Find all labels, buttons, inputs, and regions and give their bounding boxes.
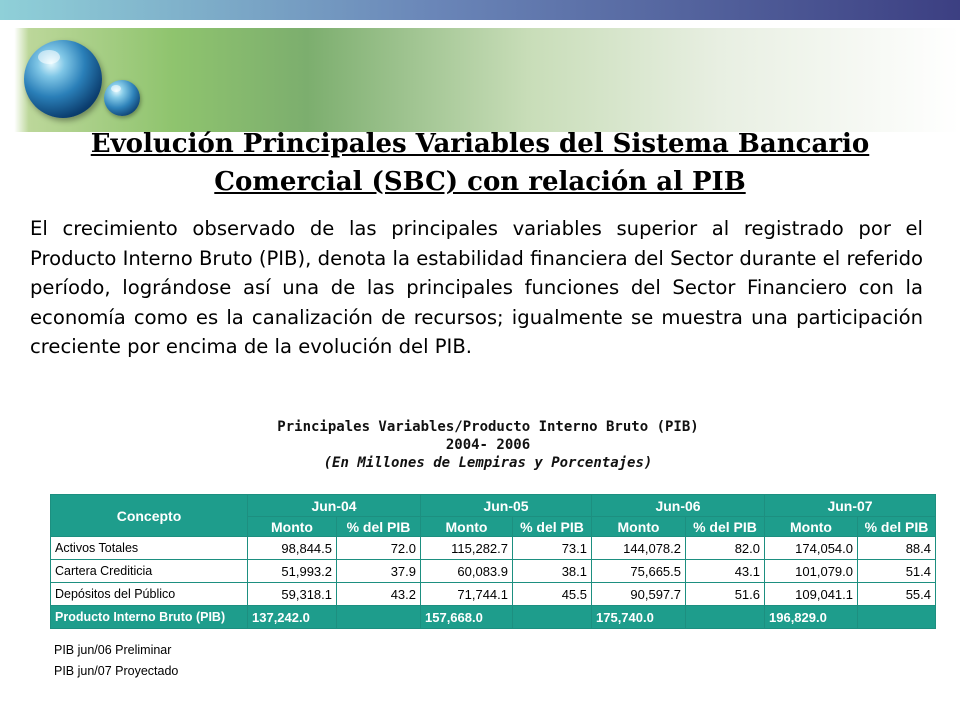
table-cell: 43.1 [686,560,765,583]
period-header: Jun-05 [421,495,592,517]
total-row-label: Producto Interno Bruto (PIB) [51,606,248,629]
row-label: Activos Totales [51,537,248,560]
table-cell: 43.2 [337,583,421,606]
table-row [51,537,936,560]
top-divider-line [0,20,960,28]
table-cell: 59,318.1 [248,583,337,606]
caption-line-3: (En Millones de Lempiras y Porcentajes) [323,455,653,471]
table-cell: 101,079.0 [765,560,858,583]
large-globe-logo-icon [24,40,102,118]
slide-title-line-2: Comercial (SBC) con relación al PIB [214,167,746,197]
table-cell: 51.6 [686,583,765,606]
top-decorative-bar [0,0,960,20]
total-blank-cell [858,606,936,629]
table-cell: 73.1 [513,537,592,560]
amount-subheader: Monto [421,517,513,537]
table-cell: 51,993.2 [248,560,337,583]
pct-subheader: % del PIB [513,517,592,537]
table-row [51,583,936,606]
table-cell: 51.4 [858,560,936,583]
total-blank-cell [686,606,765,629]
table-header-row-periods [51,495,936,517]
table-cell: 45.5 [513,583,592,606]
table-cell: 75,665.5 [592,560,686,583]
table-cell: 55.4 [858,583,936,606]
total-cell: 196,829.0 [765,606,858,629]
total-cell: 157,668.0 [421,606,513,629]
total-blank-cell [337,606,421,629]
table-cell: 115,282.7 [421,537,513,560]
table-caption [150,418,826,472]
caption-line-2: 2004- 2006 [445,437,531,453]
table-cell: 71,744.1 [421,583,513,606]
period-header: Jun-04 [248,495,421,517]
table-total-row [51,606,936,629]
period-header: Jun-07 [765,495,936,517]
body-paragraph: El crecimiento observado de las principales variables superior al registrado por el Producto Interno Bruto (PIB), denota la estabilidad financiera del Sector durante el referido período, lográndose así una de las principales funciones del Sector Financiero con la economía como es la canalización de recursos; igualmente se muestra una participación creciente por encima de la evolución del PIB. [30,217,923,358]
pct-subheader: % del PIB [686,517,765,537]
table-cell: 144,078.2 [592,537,686,560]
variables-table [50,494,936,629]
small-globe-logo-icon [104,80,140,116]
amount-subheader: Monto [765,517,858,537]
table-cell: 82.0 [686,537,765,560]
slide-title-line-1: Evolución Principales Variables del Sistema Bancario [90,129,870,159]
header-gradient-band [0,28,960,132]
table-cell: 37.9 [337,560,421,583]
table-cell: 60,083.9 [421,560,513,583]
note-line: PIB jun/07 Proyectado [54,664,179,678]
table-cell: 90,597.7 [592,583,686,606]
slide-title [30,125,930,201]
row-label: Depósitos del Público [51,583,248,606]
table-cell: 38.1 [513,560,592,583]
table-cell: 88.4 [858,537,936,560]
table-notes [54,640,178,682]
caption-line-1: Principales Variables/Producto Interno Bruto (PIB) [277,419,699,435]
pct-subheader: % del PIB [858,517,936,537]
total-cell: 137,242.0 [248,606,337,629]
pct-subheader: % del PIB [337,517,421,537]
table-cell: 72.0 [337,537,421,560]
note-line: PIB jun/06 Preliminar [54,643,172,657]
table-cell: 174,054.0 [765,537,858,560]
row-label: Cartera Crediticia [51,560,248,583]
amount-subheader: Monto [248,517,337,537]
total-blank-cell [513,606,592,629]
amount-subheader: Monto [592,517,686,537]
table-cell: 109,041.1 [765,583,858,606]
period-header: Jun-06 [592,495,765,517]
total-cell: 175,740.0 [592,606,686,629]
concept-header: Concepto [51,495,248,537]
table-cell: 98,844.5 [248,537,337,560]
table-row [51,560,936,583]
